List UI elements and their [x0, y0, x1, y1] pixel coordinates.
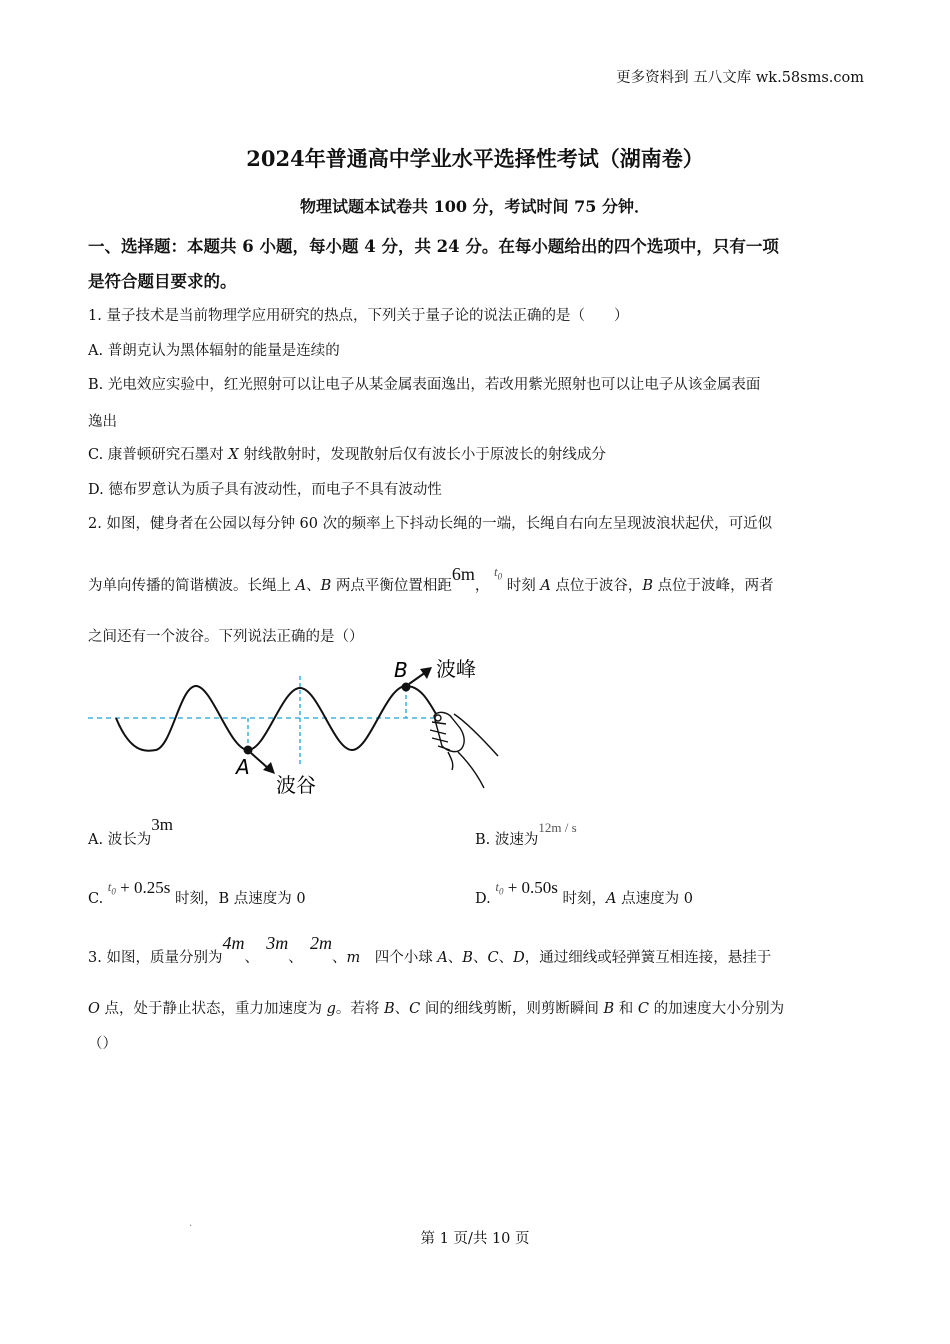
trough-arrow-icon	[251, 753, 269, 769]
q1-stem: 1. 量子技术是当前物理学应用研究的热点，下列关于量子论的说法正确的是（ ）	[88, 308, 629, 324]
q1-option-a: A. 普朗克认为黑体辐射的能量是连续的	[88, 343, 340, 359]
page-footer: 第 1 页/共 10 页	[420, 1231, 530, 1247]
speed-value: 12m / s	[538, 820, 577, 835]
q2-stem-line1: 2. 如图，健身者在公园以每分钟 60 次的频率上下抖动长绳的一端，长绳自右向左呈现波浪状起伏，可近似	[88, 516, 773, 532]
hand-icon	[430, 712, 498, 788]
exam-title: 2024年普通高中学业水平选择性考试（湖南卷）	[246, 146, 704, 171]
label-peak: 波峰	[436, 657, 476, 681]
q3-stem-line3: （）	[88, 1036, 117, 1052]
exam-subtitle: 物理试题本试卷共 100 分，考试时间 75 分钟．	[300, 197, 650, 216]
wavelength-value: 3m	[151, 815, 173, 834]
q1-option-c: C. 康普顿研究石墨对 X 射线散射时，发现散射后仅有波长小于原波长的射线成分	[88, 447, 606, 463]
q2-option-a: A. 波长为3m	[88, 815, 173, 848]
page-header: 更多资料到 五八文库 wk.58sms.com	[616, 70, 864, 86]
q2-option-d: D. $t_0 + 0.50s$ 时刻，A 点速度为 0	[475, 878, 693, 907]
stray-dot: .	[189, 1218, 193, 1229]
q2-stem-line3: 之间还有一个波谷。下列说法正确的是（）	[88, 629, 364, 645]
label-b: B	[394, 658, 408, 682]
q3-stem-line1: 3. 如图，质量分别为4m、 3m、 2m、m 四个小球 A、B、C、D，通过细线或轻弹簧互相连接，悬挂于	[88, 933, 772, 966]
section-heading-line2: 是符合题目要求的。	[88, 272, 237, 291]
label-a: A	[236, 755, 250, 779]
distance-value: 6m	[451, 564, 475, 584]
q1-option-b-line2: 逸出	[88, 414, 117, 430]
q1-option-b-line1: B. 光电效应实验中，红光照射可以让电子从某金属表面逸出，若改用紫光照射也可以让电子从该金属表面	[88, 377, 761, 393]
wave-figure	[86, 652, 506, 802]
section-heading-line1: 一、选择题：本题共 6 小题，每小题 4 分，共 24 分。在每小题给出的四个选项中，只有一项	[88, 237, 779, 256]
q2-stem-line2: 为单向传播的简谐横波。长绳上 A、B 两点平衡位置相距6m， $t_0$ 时刻 A 点位于波谷，B 点位于波峰，两者	[88, 564, 774, 594]
q2-option-b: B. 波速为12m / s	[475, 820, 577, 848]
q2-option-c: C. $t_0 + 0.25s$ 时刻，B 点速度为 0	[88, 878, 306, 907]
q3-stem-line2: O 点，处于静止状态，重力加速度为 g。若将 B、C 间的细线剪断，则剪断瞬间 B 和 C 的加速度大小分别为	[88, 1001, 785, 1017]
q1-option-d: D. 德布罗意认为质子具有波动性，而电子不具有波动性	[88, 482, 442, 498]
t0-symbol: $t_0$	[493, 564, 503, 582]
label-trough: 波谷	[276, 773, 316, 797]
